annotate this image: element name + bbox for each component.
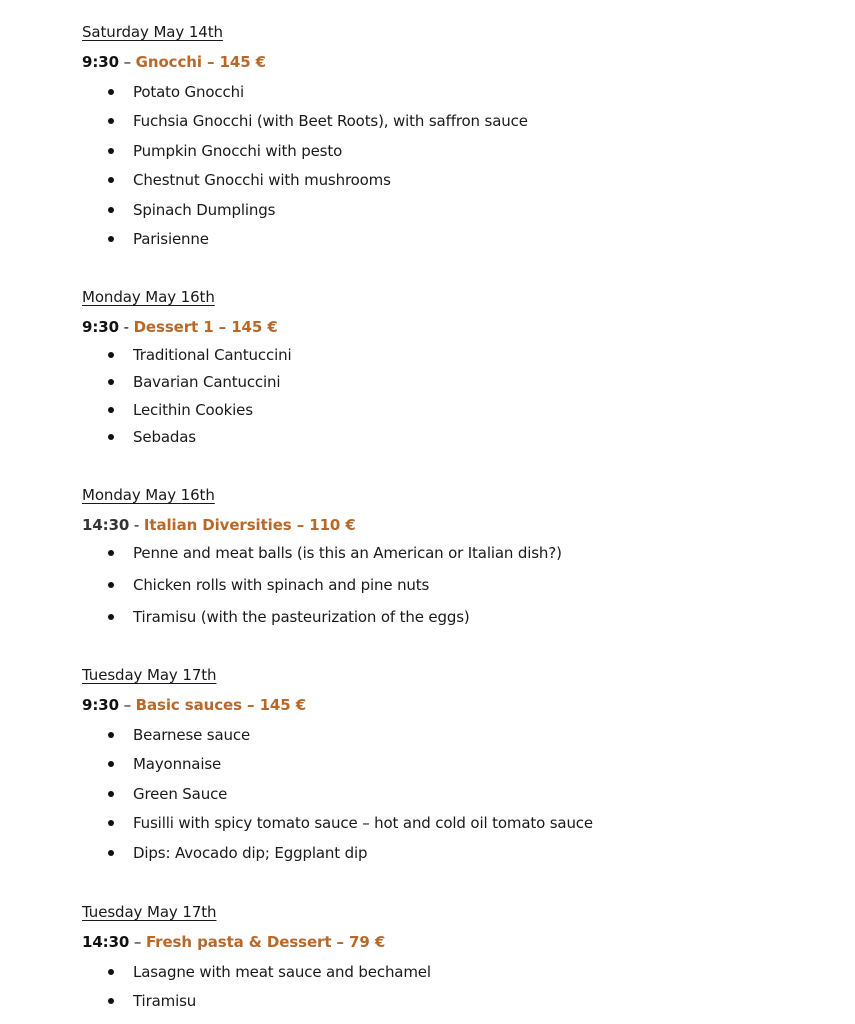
session-title xyxy=(82,695,822,715)
session-time: 9:30 xyxy=(82,696,119,714)
bullet-icon xyxy=(108,118,114,124)
dish-name: Tiramisu xyxy=(133,992,197,1010)
dish-list xyxy=(82,345,822,448)
list-item xyxy=(82,813,822,833)
course-name-price: Gnocchi – 145 € xyxy=(135,53,266,71)
list-item xyxy=(82,400,822,420)
list-item xyxy=(82,345,822,365)
list-item xyxy=(82,82,822,102)
bullet-icon xyxy=(108,352,114,358)
dish-name: Bearnese sauce xyxy=(133,725,251,744)
bullet-icon xyxy=(108,89,114,95)
list-item xyxy=(82,607,822,627)
list-item xyxy=(82,141,822,161)
session-time: 9:30 xyxy=(82,53,119,71)
dish-name: Sebadas xyxy=(133,428,196,446)
bullet-icon xyxy=(108,732,114,738)
session-saturday-gnocchi xyxy=(82,22,822,249)
dish-name: Lasagne with meat sauce and bechamel xyxy=(133,962,431,981)
dish-name: Penne and meat balls (is this an American or Italian dish?) xyxy=(133,544,562,562)
session-time: 9:30 xyxy=(82,318,119,336)
list-item xyxy=(82,229,822,249)
list-item xyxy=(82,962,822,982)
session-monday-dessert xyxy=(82,287,822,447)
session-date: Monday May 16th xyxy=(82,288,215,306)
bullet-icon xyxy=(108,550,114,556)
separator: – xyxy=(118,696,136,714)
list-item xyxy=(82,784,822,804)
dish-name: Chicken rolls with spinach and pine nuts xyxy=(133,576,430,594)
dish-name: Fuchsia Gnocchi (with Beet Roots), with saffron sauce xyxy=(133,112,528,130)
session-tuesday-basic-sauces xyxy=(82,665,822,863)
bullet-icon xyxy=(108,614,114,620)
dish-list xyxy=(82,82,822,250)
bullet-icon xyxy=(108,820,114,826)
dish-name: Spinach Dumplings xyxy=(133,200,276,219)
list-item xyxy=(82,991,822,1011)
bullet-icon xyxy=(108,236,114,242)
session-tuesday-fresh-pasta xyxy=(82,902,822,1011)
list-item xyxy=(82,427,822,447)
course-name-price: Italian Diversities – 110 € xyxy=(143,516,356,534)
session-title xyxy=(82,515,822,535)
session-date: Monday May 16th xyxy=(82,486,215,504)
bullet-icon xyxy=(108,379,114,385)
session-title xyxy=(82,52,822,72)
session-date: Tuesday May 17th xyxy=(82,903,217,921)
course-name-price: Dessert 1 – 145 € xyxy=(133,318,278,336)
dish-name: Traditional Cantuccini xyxy=(133,345,292,364)
session-date: Tuesday May 17th xyxy=(82,666,217,684)
list-item xyxy=(82,111,822,131)
dish-list xyxy=(82,725,822,863)
dish-name: Lecithin Cookies xyxy=(133,400,253,419)
course-name-price: Basic sauces – 145 € xyxy=(135,696,307,714)
separator: - xyxy=(129,516,144,534)
course-name-price: Fresh pasta & Dessert – 79 € xyxy=(146,933,386,951)
separator: – xyxy=(118,53,136,71)
list-item xyxy=(82,843,822,863)
dish-name: Green Sauce xyxy=(133,784,228,803)
dish-name: Parisienne xyxy=(133,230,209,248)
bullet-icon xyxy=(108,850,114,856)
separator: – xyxy=(129,933,146,951)
list-item xyxy=(82,372,822,392)
list-item xyxy=(82,543,822,563)
bullet-icon xyxy=(108,407,114,413)
session-time: 14:30 xyxy=(82,516,130,534)
bullet-icon xyxy=(108,434,114,440)
dish-name: Potato Gnocchi xyxy=(133,82,244,101)
list-item xyxy=(82,725,822,745)
dish-name: Dips: Avocado dip; Eggplant dip xyxy=(133,843,368,862)
separator: - xyxy=(118,318,134,336)
bullet-icon xyxy=(108,582,114,588)
dish-name: Pumpkin Gnocchi with pesto xyxy=(133,141,343,160)
list-item xyxy=(82,575,822,595)
session-title xyxy=(82,932,822,952)
bullet-icon xyxy=(108,791,114,797)
dish-name: Mayonnaise xyxy=(133,755,222,773)
list-item xyxy=(82,200,822,220)
bullet-icon xyxy=(108,998,114,1004)
session-title xyxy=(82,317,822,337)
bullet-icon xyxy=(108,177,114,183)
bullet-icon xyxy=(108,207,114,213)
dish-name: Bavarian Cantuccini xyxy=(133,373,281,391)
bullet-icon xyxy=(108,969,114,975)
dish-name: Chestnut Gnocchi with mushrooms xyxy=(133,171,391,189)
list-item xyxy=(82,170,822,190)
bullet-icon xyxy=(108,148,114,154)
dish-name: Tiramisu (with the pasteurization of the eggs) xyxy=(133,608,470,626)
dish-list xyxy=(82,543,822,627)
session-date: Saturday May 14th xyxy=(82,23,223,41)
bullet-icon xyxy=(108,761,114,767)
session-monday-italian-diversities xyxy=(82,485,822,627)
session-time: 14:30 xyxy=(82,933,130,951)
list-item xyxy=(82,754,822,774)
dish-list xyxy=(82,962,822,1012)
dish-name: Fusilli with spicy tomato sauce – hot and cold oil tomato sauce xyxy=(133,814,593,832)
